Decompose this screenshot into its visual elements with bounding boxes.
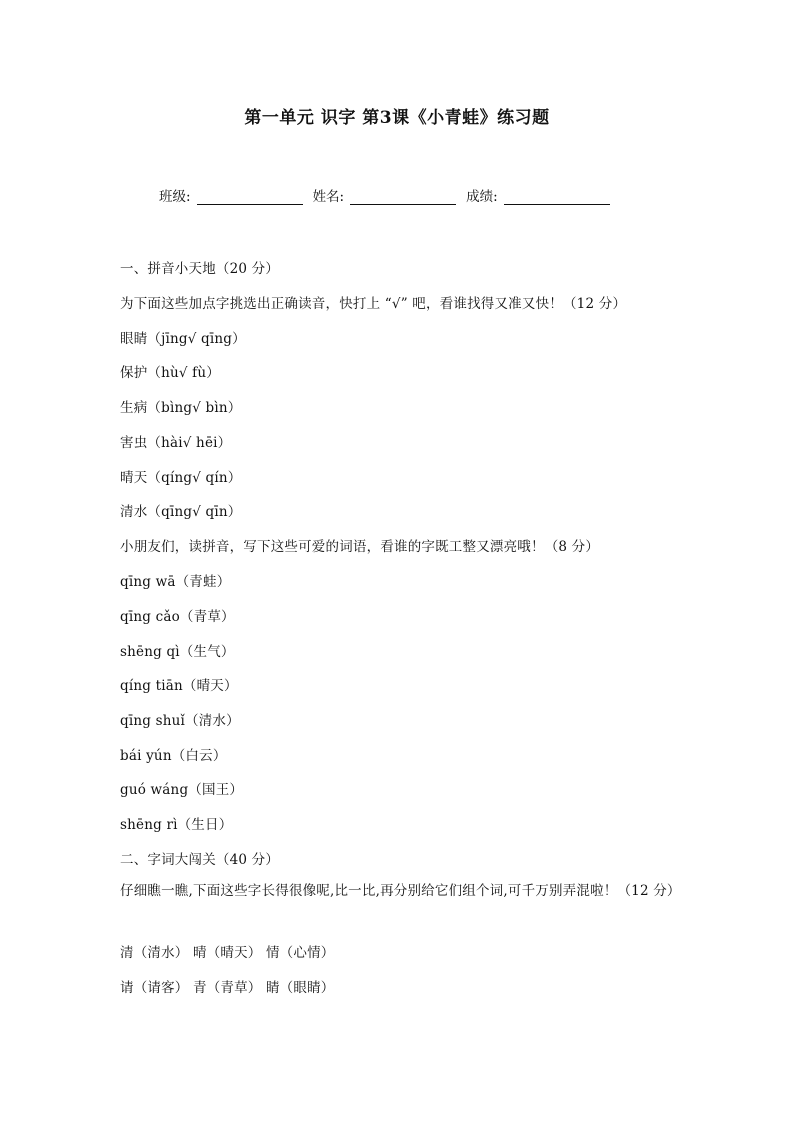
- section-heading-words: 二、字词大闯关（40 分）: [120, 852, 280, 868]
- class-label: 班级:: [159, 189, 191, 205]
- answer-line: 清水（qīng√ qīn）: [120, 504, 242, 520]
- answer-line: qīng cǎo（青草）: [120, 609, 235, 625]
- score-blank[interactable]: [504, 190, 610, 205]
- name-field: [313, 185, 457, 205]
- answer-line: guó wáng（国王）: [120, 782, 244, 798]
- student-info-row: [159, 185, 620, 205]
- answer-line: bái yún（白云）: [120, 748, 227, 764]
- answer-line: qīng shuǐ（清水）: [120, 713, 240, 729]
- score-field: [466, 185, 610, 205]
- question-instruction: 为下面这些加点字挑选出正确读音，快打上 “√” 吧，看谁找得又准又快！（12 分）: [120, 296, 627, 312]
- page-title: 第一单元 识字 第3课《小青蛙》练习题: [244, 108, 550, 128]
- question-instruction: 小朋友们，读拼音，写下这些可爱的词语，看谁的字既工整又漂亮哦！（8 分）: [120, 539, 600, 555]
- score-label: 成绩:: [466, 189, 498, 205]
- answer-line: 清（清水） 晴（晴天） 情（心情）: [120, 945, 335, 961]
- answer-line: 眼睛（jīng√ qīng）: [120, 331, 246, 347]
- answer-line: qíng tiān（晴天）: [120, 678, 238, 694]
- class-blank[interactable]: [197, 190, 303, 205]
- answer-line: shēng qì（生气）: [120, 644, 235, 660]
- answer-line: 晴天（qíng√ qín）: [120, 470, 242, 486]
- section-heading-pinyin: 一、拼音小天地（20 分）: [120, 261, 280, 277]
- answer-line: shēng rì（生日）: [120, 817, 233, 833]
- name-label: 姓名:: [312, 189, 345, 205]
- answer-line: 保护（hù√ fù）: [120, 365, 220, 381]
- answer-line: qīng wā（青蛙）: [120, 574, 231, 590]
- question-instruction: 仔细瞧一瞧,下面这些字长得很像呢,比一比,再分别给它们组个词,可千万别弄混啦！（12 分）: [120, 883, 681, 899]
- class-field: [159, 185, 303, 205]
- answer-line: 生病（bìng√ bìn）: [120, 400, 242, 416]
- answer-line: 害虫（hài√ hēi）: [120, 435, 232, 451]
- answer-line: 请（请客） 青（青草） 睛（眼睛）: [120, 980, 335, 996]
- name-blank[interactable]: [350, 190, 456, 205]
